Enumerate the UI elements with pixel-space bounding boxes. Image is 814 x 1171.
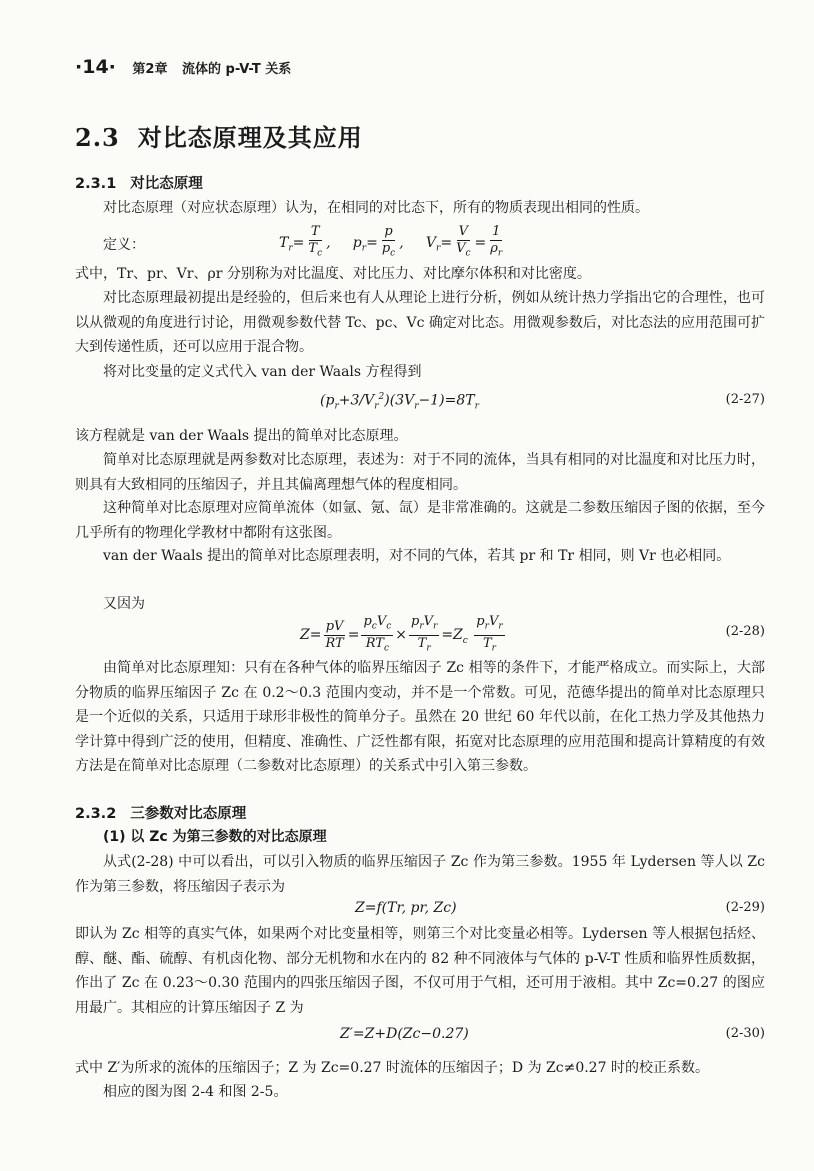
- equation-body: Z=f(Tr, pr, Zc): [355, 900, 457, 916]
- paragraph: 简单对比态原理就是两参数对比态原理，表述为：对于不同的流体，当具有相同的对比温度和对比压力时，则具有大致相同的压缩因子，并且其偏离理想气体的程度相同。: [75, 452, 765, 493]
- section-title: 对比态原理及其应用: [137, 123, 363, 152]
- section-number: 2.3: [75, 123, 120, 152]
- equation-number: (2-28): [725, 624, 765, 639]
- subsection-number: 2.3.1: [75, 176, 117, 192]
- paragraph: 又因为: [103, 596, 145, 612]
- equation-body: Z′=Z+D(Zc−0.27): [340, 1026, 469, 1042]
- subsection-title: 对比态原理: [130, 176, 203, 192]
- paragraph: van der Waals 提出的简单对比态原理表明，对不同的气体，若其 pr 和 Tr 相同，则 Vr 也必相同。: [103, 548, 731, 564]
- paragraph: 相应的图为图 2-4 和图 2-5。: [103, 1084, 288, 1100]
- definition-label: 定义：: [103, 237, 145, 253]
- paragraph: 式中 Z′为所求的流体的压缩因子；Z 为 Zc=0.27 时流体的压缩因子；D 为 Zc≠0.27 时的校正系数。: [75, 1060, 709, 1076]
- subsection-title: 三参数对比态原理: [130, 806, 247, 822]
- equation-number: (2-27): [725, 392, 765, 407]
- equation-body: $T_r=$ $\frac{T}{T_c}$ , $p_r=$ $\frac{p}{p_c}$ , $V_r=$ $\frac{V}{V_c}$ = $\frac{1}{\rho_r}$: [279, 224, 503, 259]
- definition-equation: [75, 224, 765, 264]
- paragraph: 这种简单对比态原理对应简单流体（如氩、氪、氙）是非常准确的。这就是二参数压缩因子图的依据，至今几乎所有的物理化学教材中都附有这张图。: [75, 500, 765, 541]
- subsection-heading-2: [75, 802, 246, 823]
- equation-body: Z= $\frac{pV}{RT}$ = $\frac{p_cV_c}{RT_c}$ × $\frac{p_rV_r}{T_r}$ $=Z_c$ $\frac{p_rV_r}{T_r}$: [300, 614, 503, 654]
- equation-2-28: [75, 614, 765, 654]
- paragraph: 该方程就是 van der Waals 提出的简单对比态原理。: [75, 428, 408, 444]
- subsection-heading-1: [75, 172, 203, 193]
- paragraph: 从式(2-28) 中可以看出，可以引入物质的临界压缩因子 Zc 作为第三参数。1955 年 Lydersen 等人以 Zc 作为第三参数，将压缩因子表示为: [75, 854, 765, 895]
- chapter-title: 流体的 p-V-T 关系: [182, 62, 292, 77]
- paragraph: 将对比变量的定义式代入 van der Waals 方程得到: [103, 364, 422, 380]
- equation-body: $(p_r+3/V_r^2)(3V_r-1)=8T_r$: [320, 392, 479, 412]
- section-heading: [75, 118, 363, 153]
- running-header: [75, 56, 291, 78]
- equation-number: (2-30): [725, 1026, 765, 1041]
- subsubsection-heading: (1) 以 Zc 为第三参数的对比态原理: [103, 829, 327, 845]
- chapter-label: 第2章: [132, 62, 168, 77]
- paragraph: 由简单对比态原理知：只有在各种气体的临界压缩因子 Zc 相等的条件下，才能严格成立。而实际上，大部分物质的临界压缩因子 Zc 在 0.2～0.3 范围内变动，并不是一个常数。可见，范德华提出的简单对比态原理只是一个近似的关系，只适用于球形非极性的简单分子。虽然在 20 世纪 60 年代以前，在化工热力学及其他热力学计算中得到广泛的使用，但精度、准确性、广泛性都有限，拓宽对比态原理的应用范围和提高计算精度的有效方法是在简单对比态原理（二参数对比态原理）的关系式中引入第三参数。: [75, 660, 765, 774]
- paragraph: 式中，Tr、pr、Vr、ρr 分别称为对比温度、对比压力、对比摩尔体积和对比密度。: [75, 266, 591, 282]
- page-number: ·14·: [75, 56, 116, 78]
- paragraph: 对比态原理（对应状态原理）认为，在相同的对比态下，所有的物质表现出相同的性质。: [103, 200, 649, 216]
- paragraph: 即认为 Zc 相等的真实气体，如果两个对比变量相等，则第三个对比变量必相等。Lydersen 等人根据包括烃、醇、醚、酯、硫醇、有机卤化物、部分无机物和水在内的 82 种不同液体与气体的 p-V-T 性质和临界性质数据，作出了 Zc 在 0.23～0.30 范围内的四张压缩因子图，不仅可用于气相，还可用于液相。其中 Zc=0.27 的图应用最广。其相应的计算压缩因子 Z 为: [75, 926, 765, 1016]
- paragraph: 对比态原理最初提出是经验的，但后来也有人从理论上进行分析，例如从统计热力学指出它的合理性，也可以从微观的角度进行讨论，用微观参数代替 Tc、pc、Vc 确定对比态。用微观参数后，对比态法的应用范围可扩大到传递性质，还可以应用于混合物。: [75, 290, 765, 355]
- equation-number: (2-29): [725, 900, 765, 915]
- subsection-number: 2.3.2: [75, 806, 117, 822]
